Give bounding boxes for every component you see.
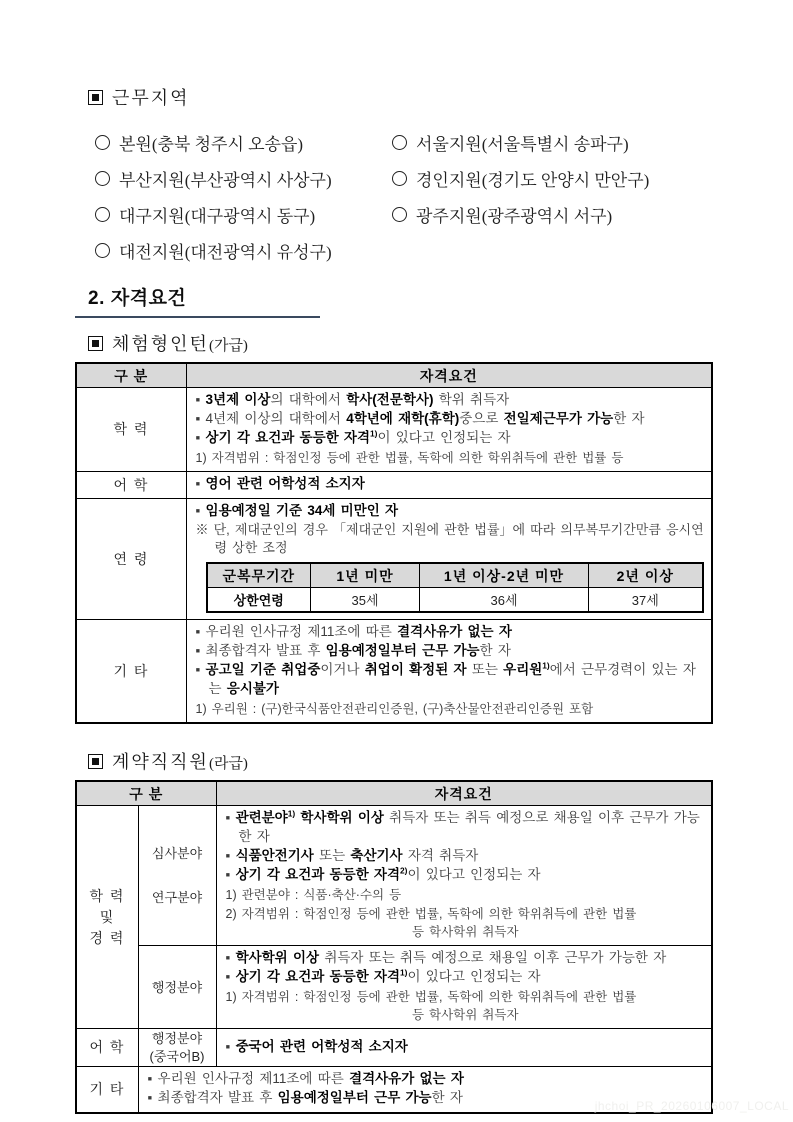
footnote-line: 2) 자격범위 : 학점인정 등에 관한 법률, 독학에 의한 학위취득에 관한 법률 <box>225 907 637 922</box>
requirement-line: ▪ 영어 관련 어학성적 소지자 <box>195 476 365 492</box>
location-label: 본원(충북 청주시 오송읍) <box>119 135 304 154</box>
location-item <box>392 130 732 155</box>
requirement-line: ▪ 학사학위 이상 취득자 또는 취득 예정으로 채용일 이후 근무가 가능한 자 <box>225 950 667 966</box>
contract-title: 계약직직원(라급) <box>112 752 248 773</box>
header-cell-gubun: 구 분 <box>76 781 216 806</box>
footnote-line: 1) 자격범위 : 학점인정 등에 관한 법률, 독학에 의한 학위취득에 관한 법률 등 <box>195 450 624 465</box>
location-label: 경인지원(경기도 안양시 만안구) <box>416 171 650 190</box>
row-label-etc: 기 타 <box>76 1067 138 1113</box>
age-value: 35세 <box>311 588 420 613</box>
circle-bullet-icon <box>392 171 407 186</box>
requirement-line: ▪ 중국어 관련 어학성적 소지자 <box>225 1038 408 1054</box>
table-row-etc <box>76 620 712 724</box>
table-header-row <box>76 363 712 388</box>
circle-bullet-icon <box>95 171 110 186</box>
row-label-age: 연 령 <box>76 499 186 620</box>
watermark-text: jhchoi_PR_20260106007_LOCAL <box>594 1099 789 1113</box>
requirement-line: ▪ 식품안전기사 또는 축산기사 자격 취득자 <box>225 848 479 864</box>
etc-requirements-cell <box>186 620 712 724</box>
intern-heading <box>88 330 793 356</box>
table-row-age <box>76 499 712 620</box>
requirement-line: ▪ 상기 각 요건과 동등한 자격$^{1)}$이 있다고 인정되는 자 <box>195 428 511 445</box>
circle-bullet-icon <box>392 207 407 222</box>
sub-label-admin-chinese: 행정분야 (중국어B) <box>138 1029 216 1067</box>
work-location-title: 근무지역 <box>112 88 190 108</box>
square-marker-inner <box>92 340 99 347</box>
square-marker-inner <box>92 758 99 765</box>
table-header-row <box>76 781 712 806</box>
circle-bullet-icon <box>392 135 407 150</box>
requirement-line: ▪ 3년제 이상의 대학에서 학사(전문학사) 학위 취득자 <box>195 392 510 407</box>
age-header-under-1yr: 1년 미만 <box>311 563 420 588</box>
contract-heading <box>88 748 793 774</box>
square-marker-icon <box>88 336 103 351</box>
intern-title: 체험형인턴(가급) <box>112 334 248 354</box>
section-2-title: 자격요건 <box>110 288 187 309</box>
footnote-line: 1) 관련분야 : 식품·축산·수의 등 <box>225 887 402 902</box>
footnote-line: 1) 우리원 : (구)한국식품안전관리인증원, (구)축산물안전관리인증원 포함 <box>195 701 594 716</box>
location-label: 부산지원(부산광역시 사상구) <box>119 171 332 190</box>
table-row-education <box>76 388 712 472</box>
table-row-edu-exam-research <box>76 806 712 946</box>
table-row-language <box>76 1029 712 1067</box>
row-label-etc: 기 타 <box>76 620 186 724</box>
section-2-heading <box>75 283 320 318</box>
row-label-education: 학 력 <box>76 388 186 472</box>
square-marker-icon <box>88 754 103 769</box>
footnote-continuation: 등 학사학위 취득자 <box>411 1007 519 1022</box>
footnote-line: 1) 자격범위 : 학점인정 등에 관한 법률, 독학에 의한 학위취득에 관한 법률 <box>225 990 637 1005</box>
location-item <box>392 166 732 191</box>
requirement-line: ▪ 공고일 기준 취업중이거나 취업이 확정된 자 또는 우리원$^{1)}$에서 근무경력이 있는 자는 응시불가 <box>195 660 696 696</box>
work-location-list <box>95 130 793 263</box>
requirement-line: ▪ 우리원 인사규정 제11조에 따른 결격사유가 없는 자 <box>147 1071 464 1087</box>
location-item <box>95 130 392 155</box>
requirement-line: ▪ 관련분야$^{1)}$ 학사학위 이상 취득자 또는 취득 예정으로 채용일 이후 근무가 가능한 자 <box>225 808 700 845</box>
location-item <box>392 202 732 227</box>
location-item <box>95 238 392 263</box>
location-item <box>95 166 392 191</box>
table-row-language <box>76 472 712 499</box>
exam-research-requirements-cell <box>216 806 712 946</box>
footnote-continuation: 등 학사학위 취득자 <box>411 924 519 939</box>
section-2-number: 2. <box>88 288 105 309</box>
sub-label-exam-research: 심사분야 연구분야 <box>138 806 216 946</box>
square-marker-icon <box>88 90 103 105</box>
requirement-line: ▪ 우리원 인사규정 제11조에 따른 결격사유가 없는 자 <box>195 624 512 640</box>
age-value: 36세 <box>420 588 589 613</box>
header-cell-requirements: 자격요건 <box>216 781 712 806</box>
language-requirements-cell <box>186 472 712 499</box>
header-cell-requirements: 자격요건 <box>186 363 712 388</box>
sub-label-admin: 행정분야 <box>138 946 216 1029</box>
age-table-header-row <box>207 563 703 588</box>
requirement-line: ▪ 최종합격자 발표 후 임용예정일부터 근무 가능한 자 <box>147 1090 463 1106</box>
circle-bullet-icon <box>95 243 110 258</box>
row-label-language: 어 학 <box>76 1029 138 1067</box>
age-requirements-cell <box>186 499 712 620</box>
contract-qualification-table <box>75 780 713 1114</box>
requirement-line: ▪ 상기 각 요건과 동등한 자격$^{2)}$이 있다고 인정되는 자 <box>225 865 541 883</box>
contract-grade: (라급) <box>208 756 248 773</box>
work-location-heading <box>88 0 793 110</box>
education-requirements-cell <box>186 388 712 472</box>
age-header-1-2yr: 1년 이상-2년 미만 <box>420 563 589 588</box>
admin-requirements-cell <box>216 946 712 1029</box>
location-label: 서울지원(서울특별시 송파구) <box>416 135 629 154</box>
requirement-line: ▪ 4년제 이상의 대학에서 4학년에 재학(휴학)중으로 전일제근무가 가능한 자 <box>195 410 645 426</box>
intern-qualification-table <box>75 362 713 724</box>
location-item <box>95 202 392 227</box>
location-label: 대구지원(대구광역시 동구) <box>119 207 316 226</box>
location-label: 대전지원(대전광역시 유성구) <box>119 243 332 262</box>
requirement-line: ▪ 최종합격자 발표 후 임용예정일부터 근무 가능한 자 <box>195 643 511 659</box>
circle-bullet-icon <box>95 135 110 150</box>
intern-grade: (가급) <box>208 338 248 354</box>
language-requirements-cell <box>216 1029 712 1067</box>
location-label: 광주지원(광주광역시 서구) <box>416 207 613 226</box>
military-service-age-table <box>206 562 704 613</box>
age-table-value-row <box>207 588 703 613</box>
square-marker-inner <box>92 94 99 101</box>
circle-bullet-icon <box>95 207 110 222</box>
age-header-over-2yr: 2년 이상 <box>589 563 703 588</box>
age-header-service-period: 군복무기간 <box>207 563 311 588</box>
age-row-label: 상한연령 <box>207 588 311 613</box>
age-value: 37세 <box>589 588 703 613</box>
note-line: ※ 단, 제대군인의 경우 「제대군인 지원에 관한 법률」에 따라 의무복무기간만큼 응시연령 상한 조정 <box>195 521 704 556</box>
requirement-line: ▪ 임용예정일 기준 34세 미만인 자 <box>195 503 399 519</box>
requirement-line: ▪ 상기 각 요건과 동등한 자격$^{1)}$이 있다고 인정되는 자 <box>225 967 541 985</box>
row-label-language: 어 학 <box>76 472 186 499</box>
row-label-education-career: 학 력 및 경 력 <box>76 806 138 1029</box>
table-row-edu-admin <box>76 946 712 1029</box>
header-cell-gubun: 구 분 <box>76 363 186 388</box>
